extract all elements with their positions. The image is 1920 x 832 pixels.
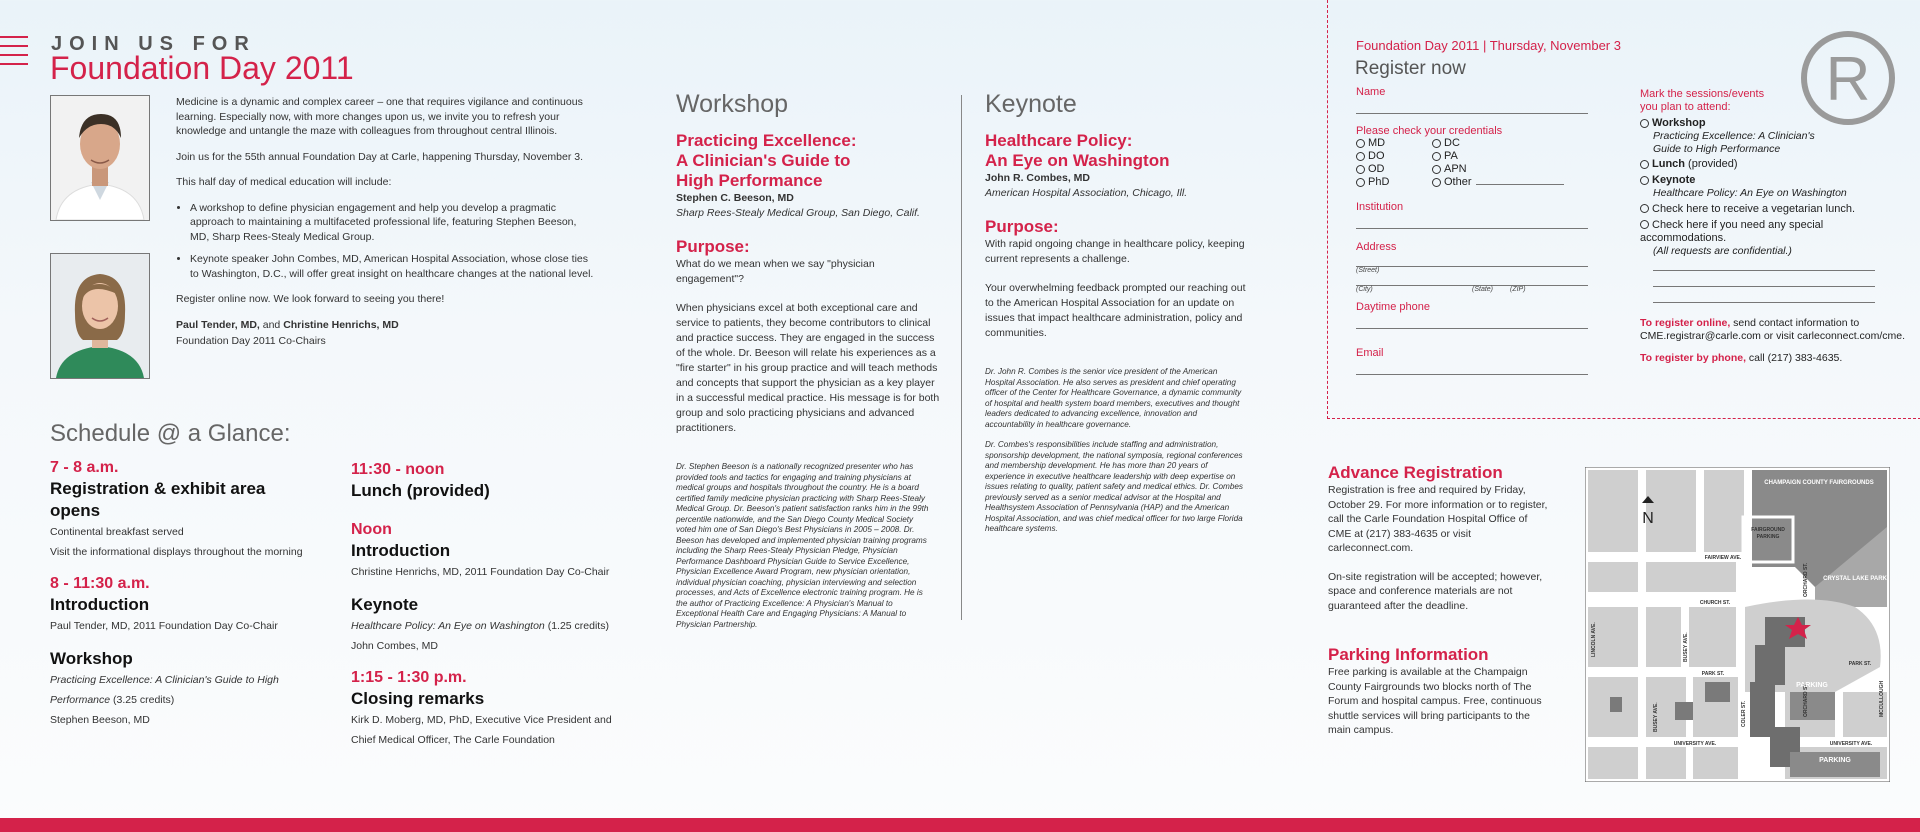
workshop-title-line: High Performance	[676, 171, 823, 190]
name-label: Name	[1356, 86, 1386, 98]
state-caption: (State)	[1472, 286, 1494, 293]
accommodations-field[interactable]	[1653, 301, 1875, 303]
advance-registration-title: Advance Registration	[1328, 463, 1503, 482]
schedule-title: Schedule @ a Glance:	[50, 420, 291, 447]
session-sub: Practicing Excellence: A Clinician's	[1653, 130, 1815, 142]
advance-registration-text: On-site registration will be accepted; however, space and conference materials are not guaranteed after the deadline.	[1328, 570, 1543, 612]
schedule-detail: Visit the informational displays throughout the morning	[50, 546, 303, 558]
intro-paragraph: Medicine is a dynamic and complex career – one that requires vigilance and continuous learning. Especially now, with more changes upon us, we invite you to refresh your knowledge and untangle the maze with colleagues from throughout central Illinois.	[176, 96, 583, 137]
session-label: Workshop	[1652, 117, 1706, 129]
schedule-detail-credits: (3.25 credits)	[110, 694, 175, 706]
institution-label: Institution	[1356, 201, 1404, 213]
schedule-time: 11:30 - noon	[351, 461, 445, 478]
session-workshop-checkbox[interactable]	[1640, 117, 1910, 130]
intro-paragraph: Join us for the 55th annual Foundation Day at Carle, happening Thursday, November 3.	[176, 150, 584, 163]
map-label-street: BUSEY AVE.	[1653, 702, 1659, 732]
street-caption: (Street)	[1356, 267, 1380, 274]
registered-logo-letter: R	[1825, 45, 1871, 114]
co-chair-photo-female	[50, 253, 150, 379]
schedule-event: Workshop	[50, 649, 133, 668]
vegetarian-label: Check here to receive a vegetarian lunch.	[1652, 202, 1856, 215]
workshop-title-line: A Clinician's Guide to	[676, 151, 851, 170]
schedule-left-column	[50, 458, 320, 730]
credential-checkbox[interactable]	[1432, 150, 1582, 163]
schedule-detail: Paul Tender, MD, 2011 Foundation Day Co-Chair	[50, 620, 278, 632]
workshop-heading: Workshop	[676, 90, 789, 118]
map-label-street: PARK ST.	[1848, 661, 1872, 667]
schedule-detail: Kirk D. Moberg, MD, PhD, Executive Vice President and	[351, 714, 612, 726]
register-online-desc: send contact information to	[1730, 317, 1860, 329]
vegetarian-checkbox[interactable]	[1640, 203, 1910, 216]
credential-checkbox[interactable]	[1356, 150, 1418, 163]
signature-name: Paul Tender, MD,	[176, 318, 260, 331]
intro-bullets	[176, 201, 596, 282]
daytime-phone-label: Daytime phone	[1356, 301, 1430, 313]
other-credential-field[interactable]	[1476, 184, 1564, 185]
credential-label: MD	[1368, 137, 1386, 149]
keynote-speaker-bio: Dr. John R. Combes is the senior vice president of the American Hospital Association. He also serves as president and chief operating officer of the Center for Healthcare Governance, a dynamic community of hospital and health system board members, executives and thought leaders dedicated to advancing excellence, innovation and accountability in healthcare governance.	[985, 367, 1242, 429]
schedule-event: Introduction	[50, 595, 150, 614]
keynote-org: American Hospital Association, Chicago, Ill.	[985, 187, 1188, 199]
map-label-parking: PARKING	[1819, 757, 1851, 764]
form-left-fields	[1356, 86, 1588, 375]
register-phone-text	[1640, 352, 1910, 365]
schedule-event: Keynote	[351, 595, 419, 614]
campus-map	[1585, 467, 1890, 782]
map-label-parking: PARKING	[1796, 682, 1828, 689]
workshop-column	[676, 90, 941, 630]
schedule-detail-credits: (1.25 credits)	[544, 620, 609, 632]
register-online-text	[1640, 317, 1910, 330]
bottom-bar	[0, 818, 1920, 832]
workshop-purpose-label: Purpose:	[676, 237, 750, 256]
credential-label: APN	[1444, 163, 1467, 175]
session-label: Lunch	[1652, 158, 1685, 170]
accommodations-field[interactable]	[1653, 269, 1875, 271]
workshop-speaker-bio: Dr. Stephen Beeson is a nationally recognized presenter who has provided tools and tactics for engaging and training physicians at medical groups and hospitals throughout the country. He is a board certified family medicine physician practicing with Sharp Rees-Stealy Medical Group. Dr. Beeson's patient satisfaction ranks him in the 99th percentile nationwide, and the San Diego County Medical Society voted him one of San Diego's Best Physicians in 2005 – 2008. Dr. Beeson has developed and implemented physician training programs including the Sharp Rees-Stealy Physician Pledge, Physician Performance Dashboard Physician Guide to Service Excellence, Physician Excellence Award Program, new physician orientation, individual physician coaching, physician interviewing and selection processes, and Acts of Excellence electronic training program. He is the author of Practicing Excellence: A Physician's Manual to Exceptional Health Care and Engaging Physicians: A Manual to Physician Partnership.	[676, 462, 929, 629]
accommodations-sub: (All requests are confidential.)	[1653, 244, 1792, 257]
intro-bullet: • A workshop to define physician engagement and help you develop a pragmatic approach to maintaining a multifaceted professional life, featuring Stephen Beeson, MD, Sharp Rees-Stealy Medical Group.	[190, 201, 596, 245]
map-label-street: ORCHARD ST.	[1803, 682, 1809, 717]
schedule-event: Registration & exhibit area opens	[50, 479, 266, 520]
map-label-street: PARK ST.	[1701, 671, 1725, 677]
keynote-purpose-text: With rapid ongoing change in healthcare policy, keeping current represents a challenge.	[985, 238, 1245, 265]
schedule-right-column	[351, 460, 631, 750]
accommodations-field[interactable]	[1653, 285, 1875, 287]
register-online-link[interactable]: CME.registrar@carle.com or visit carleconnect.com/cme.	[1640, 329, 1906, 342]
workshop-title-line: Practicing Excellence:	[676, 131, 857, 150]
credential-checkbox[interactable]	[1432, 176, 1582, 189]
session-sub: Guide to High Performance	[1653, 142, 1781, 155]
map-label-street: FAIRVIEW AVE.	[1704, 555, 1742, 561]
keynote-speaker: John R. Combes, MD	[985, 172, 1091, 184]
register-phone-label: To register by phone,	[1640, 352, 1746, 364]
advance-registration-section	[1328, 463, 1548, 613]
workshop-purpose-question: What do we mean when we say "physician engagement"?	[676, 258, 875, 285]
credential-checkbox[interactable]	[1356, 176, 1418, 189]
register-online-label: To register online,	[1640, 317, 1731, 329]
signature-and: and	[259, 318, 284, 331]
column-divider	[961, 95, 962, 620]
city-caption: (City)	[1356, 286, 1373, 293]
schedule-detail-title: Healthcare Policy: An Eye on Washington	[351, 620, 545, 632]
north-label: N	[1642, 510, 1654, 527]
daytime-phone-field[interactable]	[1356, 327, 1588, 329]
address-label: Address	[1356, 241, 1397, 253]
credential-label: DC	[1444, 137, 1460, 149]
form-right-sessions	[1640, 88, 1910, 365]
zip-caption: (ZIP)	[1510, 286, 1526, 293]
schedule-time: 1:15 - 1:30 p.m.	[351, 669, 467, 686]
schedule-detail: Chief Medical Officer, The Carle Foundation	[351, 734, 555, 746]
name-field[interactable]	[1356, 112, 1588, 114]
signature-name: Christine Henrichs, MD	[283, 318, 399, 331]
credential-label: DO	[1368, 150, 1385, 162]
map-label-fairground-parking: PARKING	[1756, 534, 1780, 540]
join-us-label: JOIN US FOR	[51, 33, 256, 55]
session-sub: (provided)	[1685, 158, 1738, 170]
map-label-street: UNIVERSITY AVE.	[1829, 741, 1873, 747]
keynote-column	[985, 90, 1250, 535]
map-label-street: COLER ST.	[1741, 700, 1747, 727]
session-lunch-checkbox[interactable]	[1640, 158, 1910, 171]
schedule-detail	[351, 616, 631, 636]
schedule-event: Closing remarks	[351, 689, 485, 708]
intro-text	[176, 95, 596, 360]
header-decor-lines	[0, 36, 28, 72]
parking-section	[1328, 645, 1550, 738]
credentials-options	[1356, 137, 1588, 189]
keynote-purpose-label: Purpose:	[985, 217, 1059, 236]
map-label-crystal-lake: CRYSTAL LAKE PARK	[1823, 576, 1887, 582]
co-chair-photo-male	[50, 95, 150, 221]
credential-label: PA	[1444, 150, 1458, 162]
schedule-detail: Continental breakfast served	[50, 526, 184, 538]
session-label: Keynote	[1652, 174, 1696, 186]
map-label-street: CHURCH ST.	[1699, 600, 1731, 606]
email-field[interactable]	[1356, 373, 1588, 375]
schedule-time: 7 - 8 a.m.	[50, 459, 119, 476]
keynote-heading: Keynote	[985, 90, 1077, 118]
intro-paragraph: Register online now. We look forward to seeing you there!	[176, 293, 445, 305]
advance-registration-text: Registration is free and required by Friday, October 29. For more information or to register, call the Carle Foundation Hospital Office of CME at (217) 383-4635 or visit carleconnect.com.	[1328, 484, 1548, 554]
signature	[176, 318, 596, 333]
schedule-detail-title: Performance	[50, 694, 111, 706]
schedule-time: Noon	[351, 521, 392, 538]
keynote-title	[985, 131, 1250, 171]
credential-checkbox[interactable]	[1432, 137, 1582, 150]
credential-label: Other	[1444, 176, 1472, 188]
keynote-speaker-bio: Dr. Combes's responsibilities include staffing and administration, sponsorship development, the national symposia, regional conferences and membership development. He has more than 20 years of experience in executive healthcare leadership with deep expertise on issues relating to quality, patient safety and medical ethics. Dr. Combes previously served as a senior medical advisor at the Hospital and Healthsystem Association of Pennsylvania (HAP) and the American Hospital Association, and was chief medical officer for two large Florida healthcare systems.	[985, 440, 1244, 533]
map-label-fairgrounds: CHAMPAIGN COUNTY FAIRGROUNDS	[1764, 480, 1874, 486]
form-date-line: Foundation Day 2011 | Thursday, November 3	[1356, 38, 1621, 53]
register-phone-number: call (217) 383-4635.	[1745, 352, 1843, 364]
workshop-speaker: Stephen C. Beeson, MD	[676, 192, 794, 204]
parking-title: Parking Information	[1328, 645, 1489, 664]
schedule-detail: Christine Henrichs, MD, 2011 Foundation Day Co-Chair	[351, 566, 610, 578]
signature-role: Foundation Day 2011 Co-Chairs	[176, 335, 326, 347]
page-title: Foundation Day 2011	[50, 50, 354, 86]
keynote-title-line: Healthcare Policy:	[985, 131, 1133, 150]
workshop-purpose-body: When physicians excel at both exceptional care and service to patients, they become contributors to clinical and practice success. They are engaged in the success of the whole. Dr. Beeson will relate his experiences as a "fire starter" in his group practice and will teach methods and concepts that support the physician as a key player in a successful medical practice. His message is for both group and solo practicing physicians and advanced practitioners.	[676, 302, 940, 434]
schedule-time: 8 - 11:30 a.m.	[50, 575, 150, 592]
schedule-detail: Stephen Beeson, MD	[50, 714, 150, 726]
schedule-detail: John Combes, MD	[351, 640, 438, 652]
schedule-event: Introduction	[351, 541, 451, 560]
intro-paragraph: This half day of medical education will include:	[176, 176, 392, 188]
credentials-label: Please check your credentials	[1356, 125, 1503, 137]
session-sub: Healthcare Policy: An Eye on Washington	[1653, 187, 1847, 199]
sessions-label: Mark the sessions/events	[1640, 88, 1765, 100]
workshop-title	[676, 131, 941, 191]
schedule-detail	[50, 690, 320, 710]
credential-label: OD	[1368, 163, 1385, 175]
schedule-event: Lunch (provided)	[351, 481, 490, 500]
map-label-street: BUSEY AVE.	[1683, 632, 1689, 662]
map-label-street: LINCOLN AVE.	[1591, 622, 1597, 657]
keynote-title-line: An Eye on Washington	[985, 151, 1170, 170]
map-label-street: ORCHARD ST.	[1803, 562, 1809, 597]
institution-field[interactable]	[1356, 227, 1588, 229]
schedule-detail: Practicing Excellence: A Clinician's Guide to High	[50, 674, 279, 686]
map-label-street: MCCULLOUGH	[1879, 680, 1885, 717]
accommodations-label: Check here if you need any special accommodations.	[1640, 218, 1824, 244]
keynote-purpose-text: Your overwhelming feedback prompted our reaching out to the American Hospital Association for an update on issues that impact healthcare administration, policy and communities.	[985, 282, 1246, 339]
intro-bullet: • Keynote speaker John Combes, MD, American Hospital Association, whose close ties to Washington, D.C., will offer great insight on healthcare changes at the national level.	[190, 252, 596, 281]
session-keynote-checkbox[interactable]	[1640, 174, 1910, 187]
accommodations-checkbox[interactable]	[1640, 219, 1910, 245]
credential-checkbox[interactable]	[1432, 163, 1582, 176]
parking-text: Free parking is available at the Champaign County Fairgrounds two blocks north of The Forum and hospital campus. Free, continuous shuttle services will bring participants to the main campus.	[1328, 666, 1542, 736]
register-now-heading: Register now	[1355, 58, 1466, 79]
credential-checkbox[interactable]	[1356, 163, 1418, 176]
map-label-fairground-parking: FAIRGROUND	[1751, 527, 1785, 533]
sessions-label: you plan to attend:	[1640, 100, 1731, 113]
credential-label: PhD	[1368, 176, 1390, 188]
email-label: Email	[1356, 347, 1384, 359]
map-label-street: UNIVERSITY AVE.	[1673, 741, 1717, 747]
workshop-org: Sharp Rees-Stealy Medical Group, San Diego, Calif.	[676, 207, 920, 219]
city-state-zip-captions	[1356, 286, 1588, 295]
credential-checkbox[interactable]	[1356, 137, 1418, 150]
